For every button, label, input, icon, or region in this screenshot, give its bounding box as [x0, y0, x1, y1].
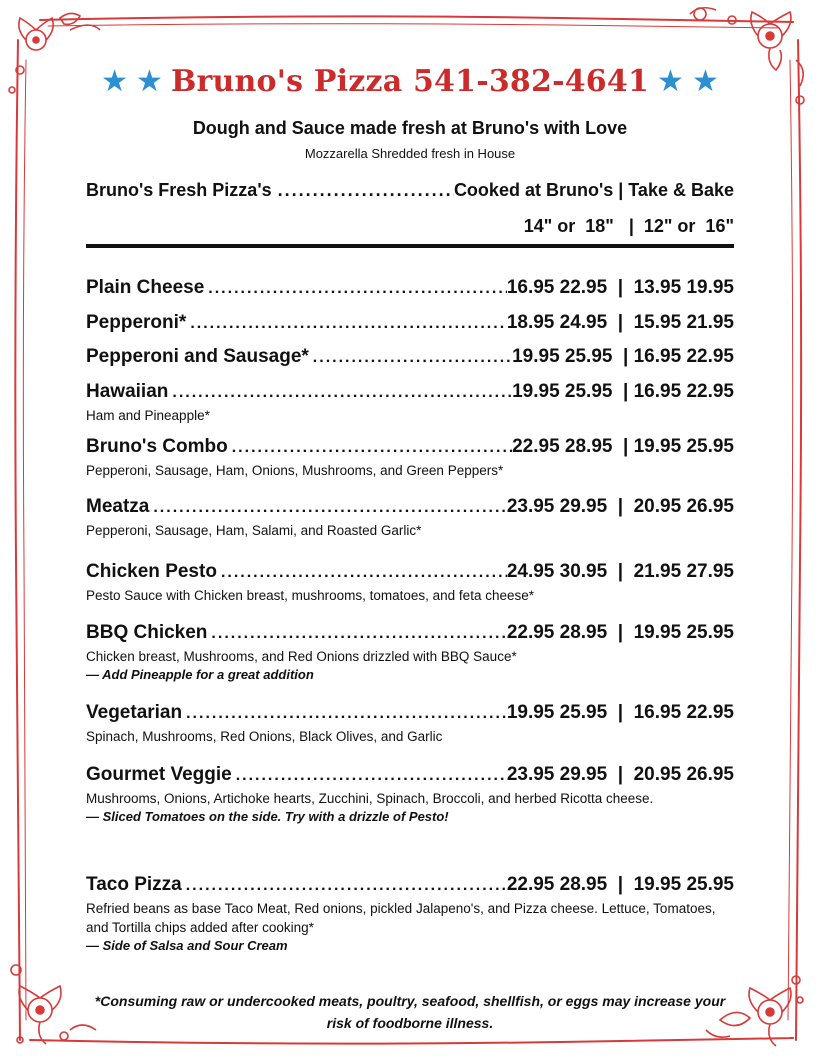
menu-item: [86, 381, 734, 425]
menu-item: [86, 312, 734, 334]
flower-icon-bottom-left: [11, 965, 96, 1044]
item-price: 16.95 22.95 | 13.95 19.95: [506, 277, 734, 298]
dot-leader: [149, 499, 506, 517]
item-description: Pepperoni, Sausage, Ham, Onions, Mushrooms, and Green Peppers*: [86, 463, 504, 478]
column-header: [86, 180, 734, 201]
menu-item: [86, 436, 734, 480]
menu-item: [86, 764, 734, 826]
item-description: Chicken breast, Mushrooms, and Red Onions drizzled with BBQ Sauce*: [86, 649, 517, 664]
item-name: Gourmet Veggie: [86, 764, 232, 785]
star-icon: ★: [657, 63, 684, 99]
menu-item: [86, 277, 734, 299]
item-name: Pepperoni and Sausage*: [86, 346, 309, 367]
item-price: 19.95 25.95 | 16.95 22.95: [512, 346, 734, 367]
star-icon: ★: [136, 63, 163, 99]
item-description: Pepperoni, Sausage, Ham, Salami, and Roasted Garlic*: [86, 523, 422, 538]
item-name: Meatza: [86, 496, 150, 517]
star-icon: ★: [101, 63, 129, 99]
item-name: Pepperoni*: [86, 312, 187, 333]
page-title: Bruno's Pizza 541-382-4641: [170, 64, 650, 99]
item-description: Mushrooms, Onions, Artichoke hearts, Zucchini, Spinach, Broccoli, and herbed Ricotta cheese.: [86, 791, 654, 806]
divider: [86, 244, 734, 248]
dot-leader: [232, 767, 507, 785]
subtitle-small: Mozzarella Shredded fresh in House: [304, 146, 516, 161]
dot-leader: [207, 625, 506, 643]
menu-item: [86, 561, 734, 605]
item-description: Pesto Sauce with Chicken breast, mushrooms, tomatoes, and feta cheese*: [86, 588, 534, 603]
item-price: 22.95 28.95 | 19.95 25.95: [512, 436, 734, 457]
item-name: BBQ Chicken: [86, 622, 208, 643]
title-row: [86, 64, 734, 99]
dot-leader: [182, 877, 507, 895]
dot-leader: [217, 564, 507, 582]
dot-leader: [272, 180, 454, 201]
item-name: Vegetarian: [86, 702, 183, 723]
dot-leader: [228, 439, 512, 457]
item-description: Refried beans as base Taco Meat, Red onions, pickled Jalapeno's, and Pizza cheese. Lettuce, Tomatoes, and Tortilla chips added after cooking*: [86, 901, 716, 935]
menu-item: [86, 496, 734, 540]
star-icon: ★: [691, 63, 719, 99]
item-name: Bruno's Combo: [86, 436, 228, 457]
item-price: 19.95 25.95 | 16.95 22.95: [506, 702, 734, 723]
item-name: Taco Pizza: [86, 874, 182, 895]
menu-item: [86, 622, 734, 684]
size-header: 14" or 18" | 12" or 16": [523, 216, 734, 236]
footer-disclaimer: *Consuming raw or undercooked meats, poultry, seafood, shellfish, or eggs may increase your risk of foodborne illness.: [94, 993, 726, 1031]
column-header-right: Cooked at Bruno's | Take & Bake: [453, 180, 734, 200]
item-price: 24.95 30.95 | 21.95 27.95: [506, 561, 734, 582]
item-note: — Side of Salsa and Sour Cream: [86, 938, 288, 953]
column-header-left: Bruno's Fresh Pizza's: [86, 180, 272, 200]
dot-leader: [186, 315, 507, 333]
dot-leader: [204, 280, 507, 298]
item-price: 22.95 28.95 | 19.95 25.95: [506, 622, 734, 643]
item-note: — Sliced Tomatoes on the side. Try with a drizzle of Pesto!: [86, 809, 449, 824]
subtitle: Dough and Sauce made fresh at Bruno's with Love: [192, 118, 628, 138]
item-note: — Add Pineapple for a great addition: [86, 667, 314, 682]
dot-leader: [168, 384, 512, 402]
menu-item: [86, 346, 734, 368]
item-price: 19.95 25.95 | 16.95 22.95: [512, 381, 734, 402]
item-name: Plain Cheese: [86, 277, 205, 298]
item-description: Ham and Pineapple*: [86, 408, 210, 423]
item-description: Spinach, Mushrooms, Red Onions, Black Olives, and Garlic: [86, 729, 443, 744]
item-name: Chicken Pesto: [86, 561, 217, 582]
dot-leader: [182, 705, 507, 723]
item-name: Hawaiian: [86, 381, 169, 402]
item-price: 22.95 28.95 | 19.95 25.95: [506, 874, 734, 895]
item-price: 18.95 24.95 | 15.95 21.95: [506, 312, 734, 333]
dot-leader: [309, 349, 512, 367]
menu-item: [86, 702, 734, 746]
menu-item: [86, 874, 734, 955]
item-price: 23.95 29.95 | 20.95 26.95: [506, 496, 734, 517]
item-price: 23.95 29.95 | 20.95 26.95: [506, 764, 734, 785]
